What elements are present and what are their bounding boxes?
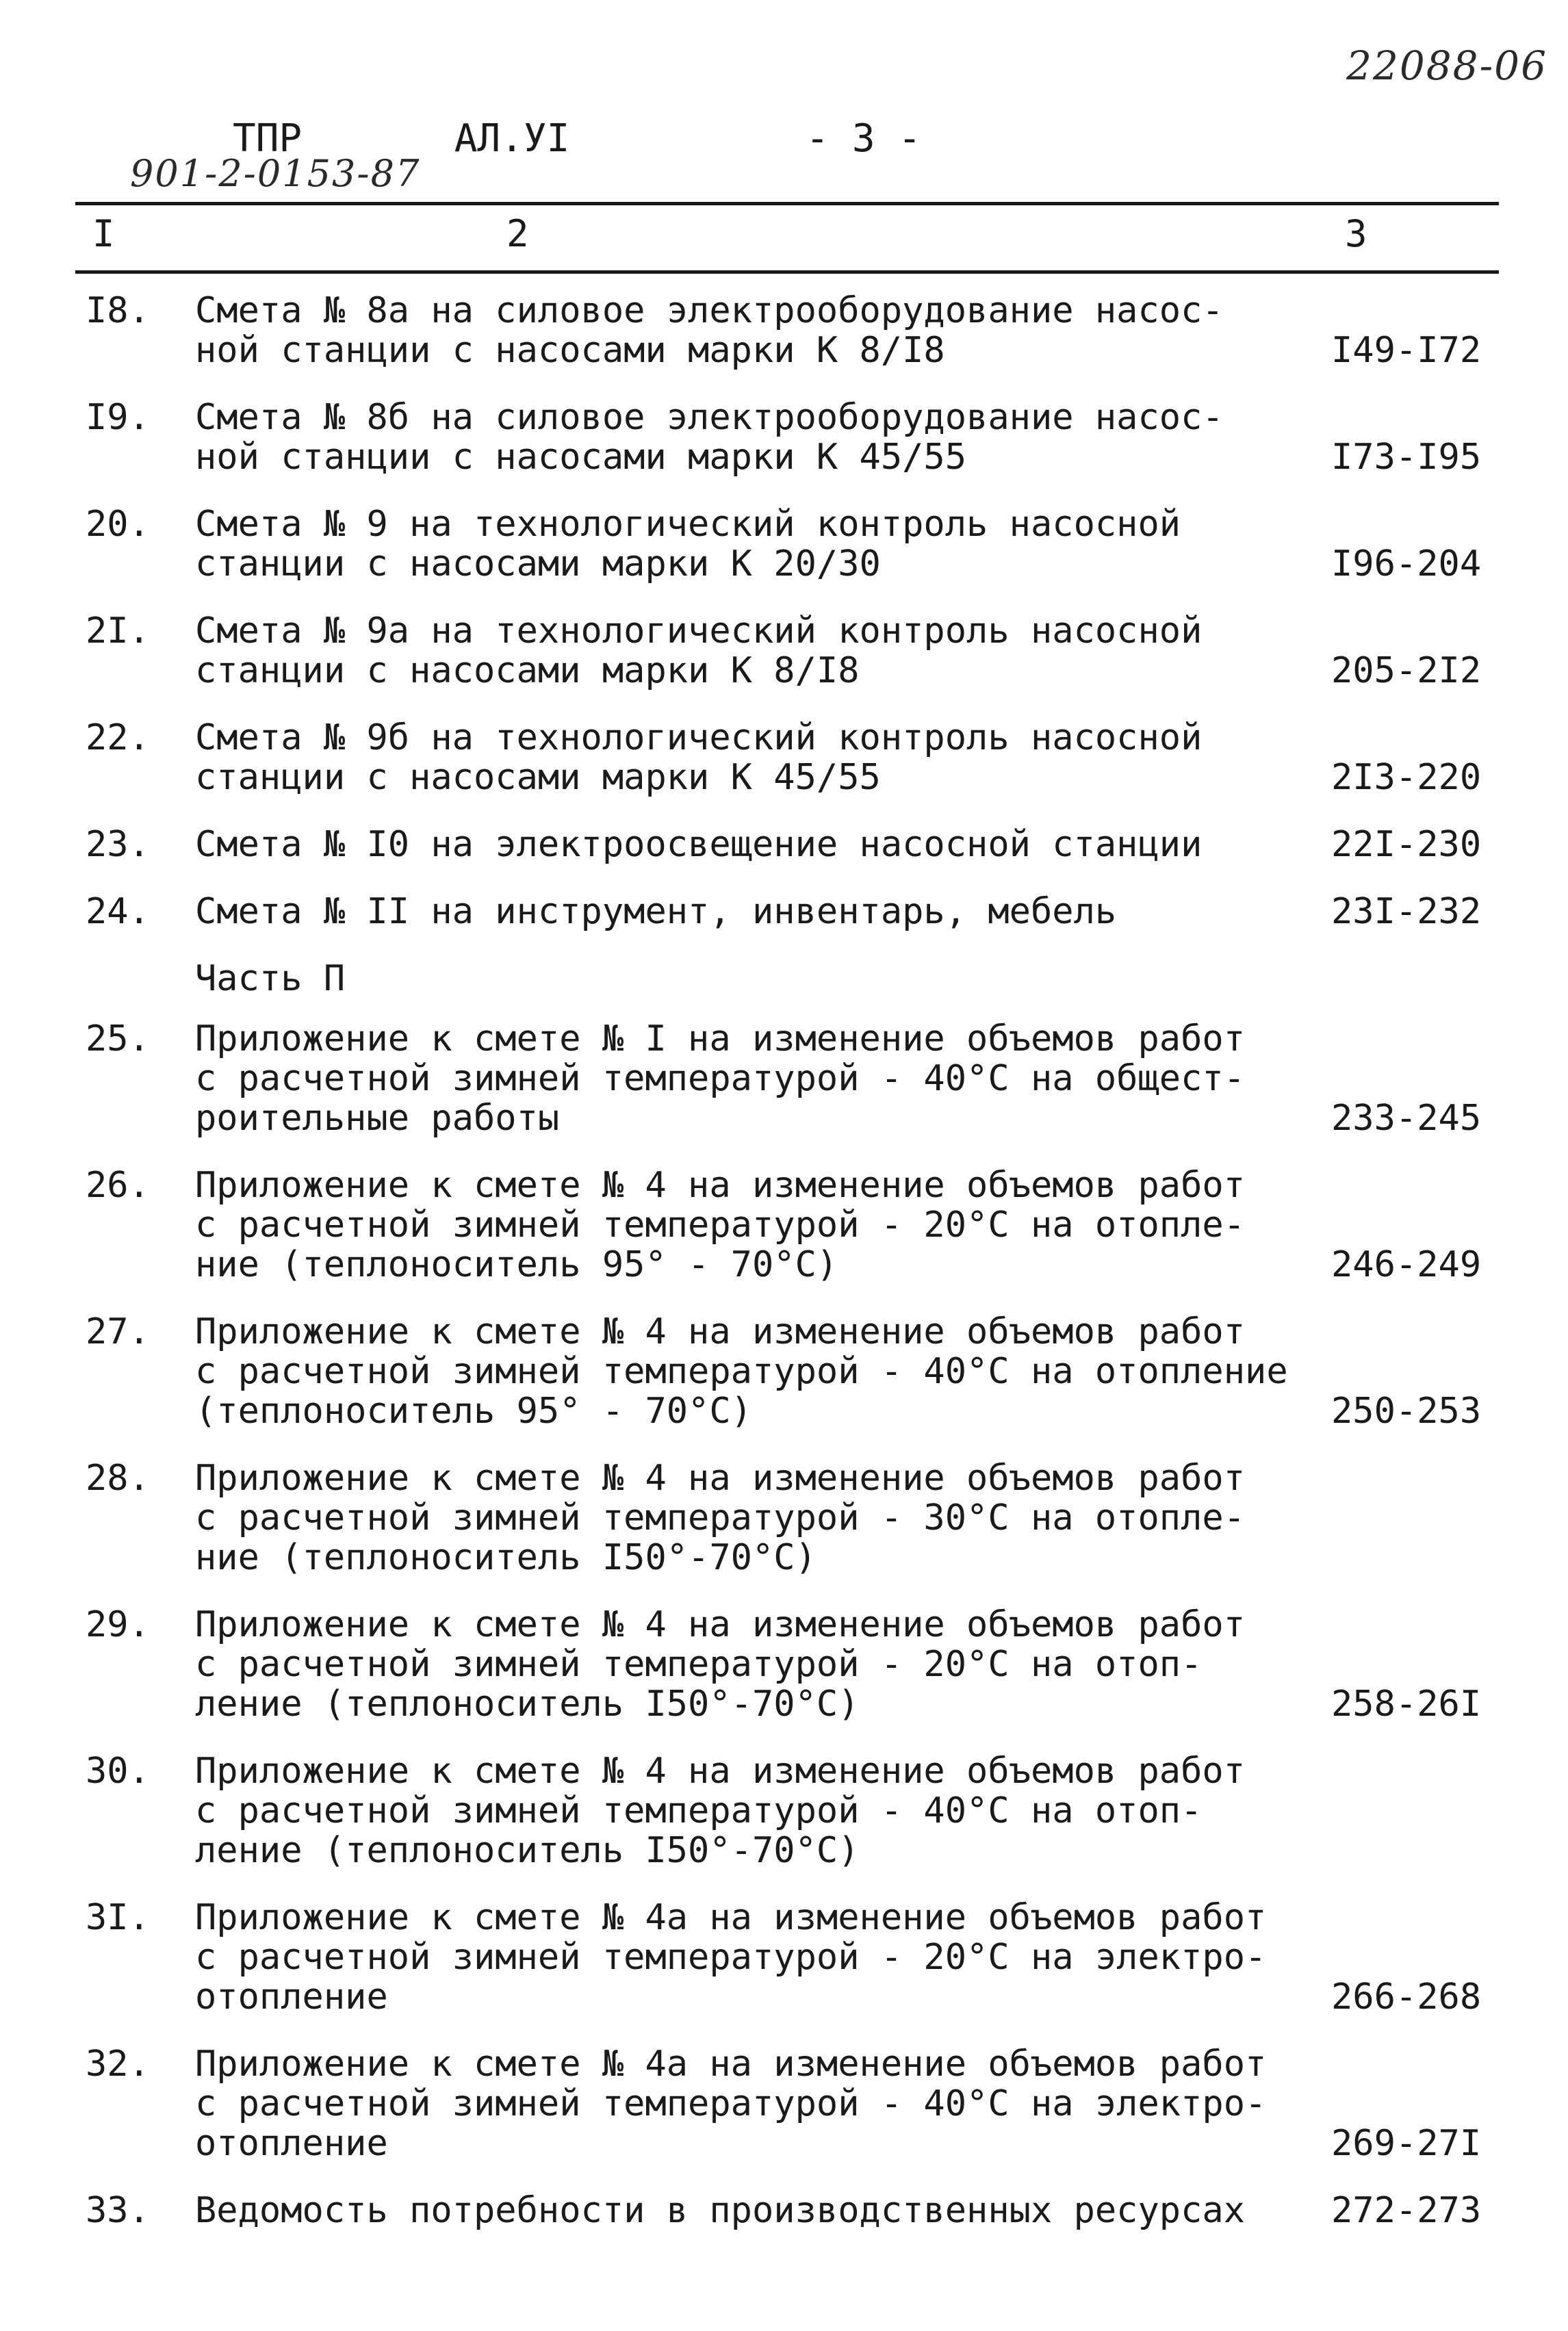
list-item	[0, 1166, 1568, 1285]
item-number: 29.	[86, 1604, 150, 1645]
item-pages: 269-27I	[1331, 2123, 1482, 2164]
description-line: с расчетной зимней температурой - 40°С на электро-	[195, 2083, 1267, 2124]
item-number: 25.	[86, 1018, 150, 1059]
list-item	[0, 1751, 1568, 1870]
item-description	[195, 1019, 1304, 1138]
item-number: 22.	[86, 717, 150, 758]
description-line: с расчетной зимней температурой - 20°С на отопле-	[195, 1205, 1246, 1246]
description-line: Смета № 8а на силовое электрооборудование насос-	[195, 290, 1224, 331]
description-line: с расчетной зимней температурой - 40°С на отоп-	[195, 1790, 1203, 1831]
item-number: 26.	[86, 1165, 150, 1206]
list-item	[0, 1898, 1568, 2017]
item-description	[195, 398, 1304, 477]
item-number: 2I.	[86, 610, 150, 652]
list-item	[0, 611, 1568, 691]
item-number: I8.	[86, 290, 150, 331]
list-item	[0, 718, 1568, 797]
document-number: 901-2-0153-87	[130, 152, 421, 195]
item-pages: 272-273	[1331, 2190, 1482, 2231]
item-pages: 22I-230	[1331, 824, 1482, 865]
description-line: станции с насосами марки К 8/I8	[195, 650, 860, 691]
list-item	[0, 504, 1568, 584]
item-pages: I73-I95	[1331, 437, 1482, 478]
item-description	[195, 1605, 1304, 1724]
description-line: с расчетной зимней температурой - 30°С на отопле-	[195, 1497, 1246, 1538]
description-line: роительные работы	[195, 1098, 560, 1139]
description-line: Смета № 9б на технологический контроль насосной	[195, 717, 1203, 758]
description-line: Приложение к смете № 4 на изменение объемов работ	[195, 1165, 1246, 1206]
item-description	[195, 2191, 1304, 2230]
description-line: Приложение к смете № I на изменение объемов работ	[195, 1018, 1246, 1059]
item-number: 30.	[86, 1751, 150, 1792]
list-item	[0, 2044, 1568, 2163]
description-line: Приложение к смете № 4 на изменение объемов работ	[195, 1751, 1246, 1792]
item-description	[195, 1898, 1304, 2017]
description-line: станции с насосами марки К 20/30	[195, 543, 881, 584]
description-line: Смета № II на инструмент, инвентарь, мебель	[195, 891, 1117, 932]
description-line: (теплоноситель 95° - 70°С)	[195, 1391, 752, 1432]
item-pages: 23I-232	[1331, 891, 1482, 932]
description-line: отопление	[195, 1976, 388, 2018]
description-line: ние (теплоноситель I50°-70°С)	[195, 1537, 817, 1578]
archive-code: 22088-06	[1346, 42, 1547, 89]
item-description	[195, 825, 1304, 864]
description-line: Смета № 8б на силовое электрооборудование насос-	[195, 397, 1224, 438]
description-line: отопление	[195, 2123, 388, 2164]
list-item	[0, 1019, 1568, 1138]
item-number: 23.	[86, 824, 150, 865]
item-description	[195, 718, 1304, 797]
description-line: Приложение к смете № 4 на изменение объемов работ	[195, 1458, 1246, 1499]
item-description	[195, 1312, 1304, 1431]
description-line: Приложение к смете № 4а на изменение объемов работ	[195, 2044, 1267, 2085]
item-description	[195, 504, 1304, 584]
item-pages: I49-I72	[1331, 330, 1482, 371]
description-line: Приложение к смете № 4а на изменение объемов работ	[195, 1897, 1267, 1938]
item-number: 33.	[86, 2190, 150, 2231]
list-item	[0, 1312, 1568, 1431]
description-line: ной станции с насосами марки К 8/I8	[195, 330, 945, 371]
item-number: 20.	[86, 504, 150, 545]
item-number: 28.	[86, 1458, 150, 1499]
description-line: с расчетной зимней температурой - 40°С на общест-	[195, 1058, 1246, 1099]
item-description	[195, 1458, 1304, 1577]
list-item	[0, 892, 1568, 931]
list-item	[0, 2191, 1568, 2230]
item-pages: 266-268	[1331, 1976, 1482, 2018]
description-line: ление (теплоноситель I50°-70°С)	[195, 1684, 860, 1725]
item-pages: 250-253	[1331, 1391, 1482, 1432]
item-pages: 246-249	[1331, 1244, 1482, 1285]
description-line: Приложение к смете № 4 на изменение объемов работ	[195, 1311, 1246, 1352]
item-pages: 233-245	[1331, 1098, 1482, 1139]
header-rule	[75, 270, 1499, 274]
description-line: Смета № 9 на технологический контроль насосной	[195, 504, 1181, 545]
description-line: ной станции с насосами марки К 45/55	[195, 437, 967, 478]
item-description	[195, 611, 1304, 691]
top-rule	[75, 202, 1499, 205]
description-line: с расчетной зимней температурой - 20°С на электро-	[195, 1937, 1267, 1978]
item-number: 3I.	[86, 1897, 150, 1938]
description-line: Смета № 9а на технологический контроль насосной	[195, 610, 1203, 652]
item-number: I9.	[86, 397, 150, 438]
item-pages: 258-26I	[1331, 1684, 1482, 1725]
album-label: АЛ.УІ	[454, 116, 570, 161]
item-description	[195, 2044, 1304, 2163]
item-description	[195, 1751, 1304, 1870]
doc-type: ТПР	[233, 116, 303, 161]
item-pages: 205-2I2	[1331, 650, 1482, 691]
list-item	[0, 291, 1568, 370]
description-line: Приложение к смете № 4 на изменение объемов работ	[195, 1604, 1246, 1645]
list-item	[0, 1458, 1568, 1577]
page-number: - 3 -	[806, 116, 922, 161]
description-line: Смета № I0 на электроосвещение насосной станции	[195, 824, 1203, 865]
item-number: 27.	[86, 1311, 150, 1352]
item-description	[195, 291, 1304, 370]
description-line: станции с насосами марки К 45/55	[195, 757, 881, 798]
list-item	[0, 398, 1568, 477]
description-line: с расчетной зимней температурой - 40°С на отопление	[195, 1351, 1288, 1392]
description-line: Ведомость потребности в производственных ресурсах	[195, 2190, 1246, 2231]
description-line: ление (теплоноситель I50°-70°С)	[195, 1830, 860, 1871]
list-item	[0, 825, 1568, 864]
column-header-3: 3	[1345, 212, 1367, 255]
item-pages: I96-204	[1331, 543, 1482, 584]
column-header-2: 2	[506, 212, 529, 255]
item-number: 32.	[86, 2044, 150, 2085]
contents-list	[0, 291, 1568, 2258]
description-line: ние (теплоноситель 95° - 70°С)	[195, 1244, 838, 1285]
column-header-1: I	[92, 212, 115, 255]
item-number: 24.	[86, 891, 150, 932]
item-description	[195, 892, 1304, 931]
item-description	[195, 1166, 1304, 1285]
section-title: Часть П	[195, 958, 346, 999]
item-pages: 2I3-220	[1331, 757, 1482, 798]
list-item	[0, 1605, 1568, 1724]
description-line: с расчетной зимней температурой - 20°С на отоп-	[195, 1644, 1203, 1685]
